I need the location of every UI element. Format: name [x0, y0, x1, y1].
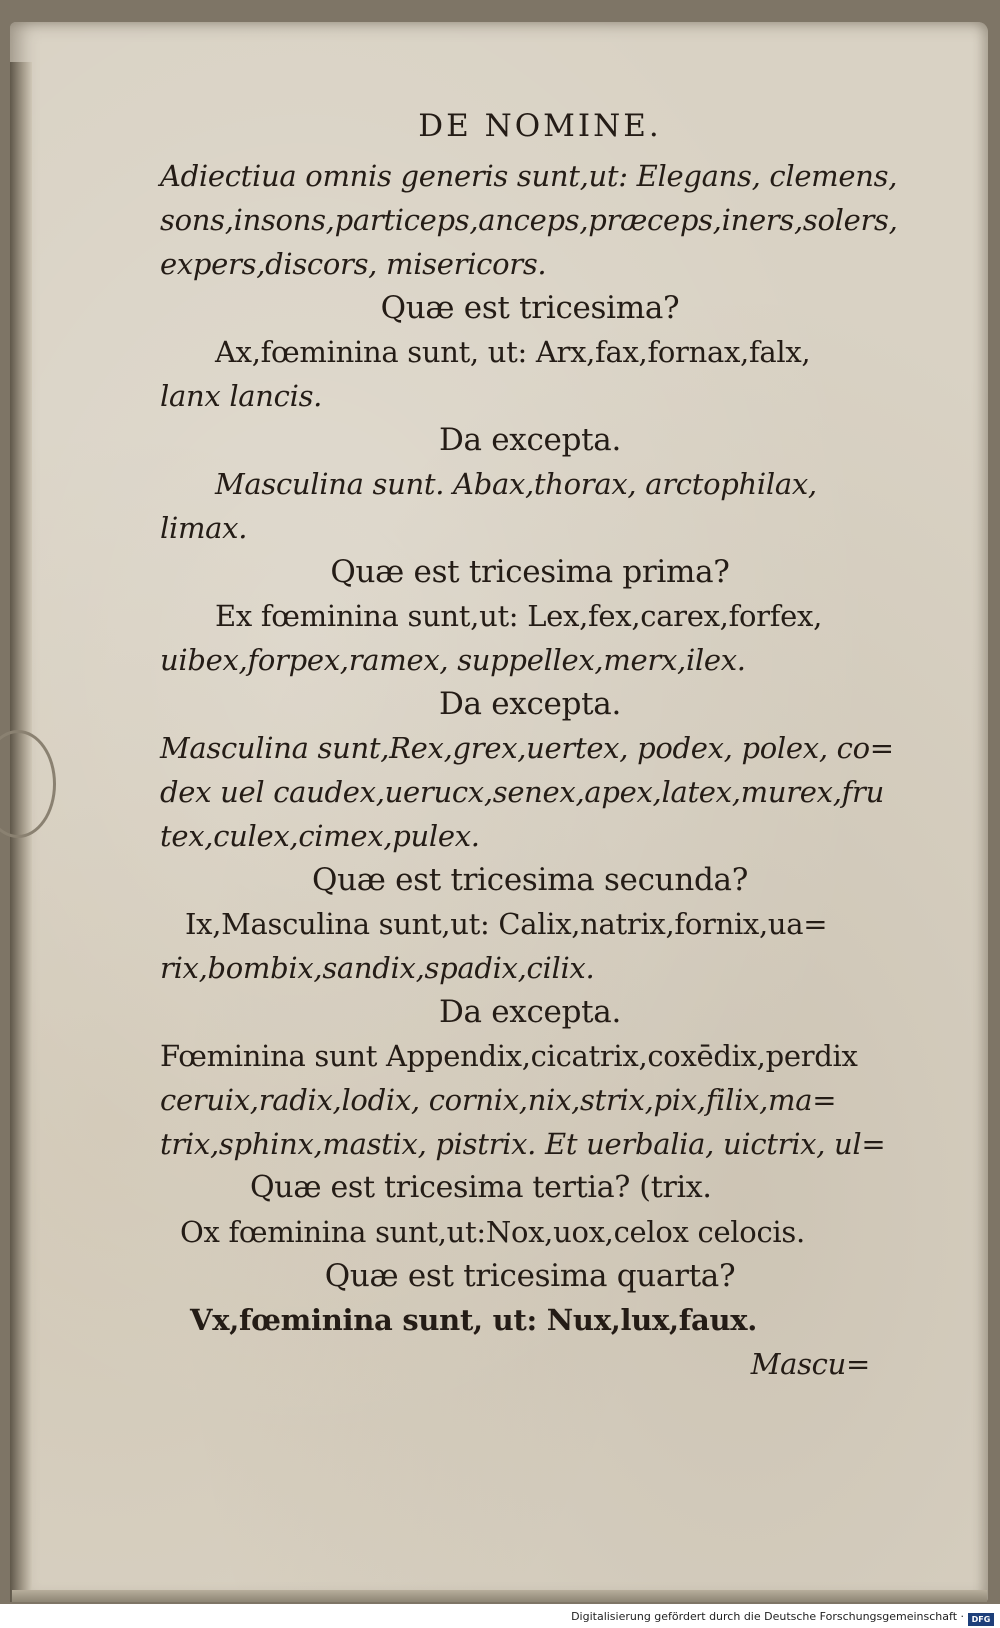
question-heading: Quæ est tricesima? — [380, 290, 680, 326]
page-heading: DE NOMINE. — [418, 108, 662, 144]
text-line: limax. — [160, 511, 248, 545]
text-line: trix,sphinx,mastix, pistrix. Et uerbalia, uictrix, ul= — [160, 1127, 886, 1161]
text-line: ceruix,radix,lodix, cornix,nix,strix,pix,filix,ma= — [160, 1083, 837, 1117]
catchword: Mascu= — [750, 1347, 870, 1381]
text-line: lanx lancis. — [160, 379, 323, 413]
text-line: Ox fœminina sunt,ut:Nox,uox,celox celocis. — [180, 1215, 805, 1249]
text-line: Masculina sunt. Abax,thorax, arctophilax, — [215, 467, 817, 501]
exception-heading: Da excepta. — [438, 686, 622, 722]
question-heading: Quæ est tricesima prima? — [330, 554, 730, 590]
question-heading: Quæ est tricesima tertia? (trix. — [250, 1170, 712, 1205]
text-line: expers,discors, misericors. — [160, 247, 547, 281]
book-page — [10, 22, 988, 1602]
text-line: tex,culex,cimex,pulex. — [160, 819, 480, 853]
text-line: Adiectiua omnis generis sunt,ut: Elegans, clemens, — [160, 159, 898, 193]
footer-text: Digitalisierung gefördert durch die Deutsche Forschungsgemeinschaft · — [571, 1610, 964, 1623]
dfg-logo: DFG — [968, 1613, 994, 1626]
clasp-mark — [0, 730, 56, 838]
text-line: Fœminina sunt Appendix,cicatrix,coxēdix,perdix — [160, 1039, 858, 1073]
text-line: uibex,forpex,ramex, suppellex,merx,ilex. — [160, 643, 746, 677]
text-line: dex uel caudex,uerucx,senex,apex,latex,murex,fru — [160, 775, 884, 809]
text-line: Ix,Masculina sunt,ut: Calix,natrix,fornix,ua= — [185, 907, 828, 941]
page-text — [160, 104, 900, 1386]
text-line: Vx,fœminina sunt, ut: Nux,lux,faux. — [190, 1303, 758, 1337]
text-line: Masculina sunt,Rex,grex,uertex, podex, polex, co= — [160, 731, 894, 765]
question-heading: Quæ est tricesima secunda? — [311, 862, 749, 898]
exception-heading: Da excepta. — [438, 994, 622, 1030]
text-line: sons,insons,particeps,anceps,præceps,iners,solers, — [160, 203, 898, 237]
exception-heading: Da excepta. — [438, 422, 622, 458]
text-line: Ex fœminina sunt,ut: Lex,fex,carex,forfex, — [215, 599, 823, 633]
question-heading: Quæ est tricesima quarta? — [324, 1258, 736, 1294]
text-line: Ax,fœminina sunt, ut: Arx,fax,fornax,falx, — [215, 335, 811, 369]
digitization-footer — [0, 1604, 1000, 1628]
text-line: rix,bombix,sandix,spadix,cilix. — [160, 951, 595, 985]
page-bottom-edge — [12, 1590, 987, 1602]
